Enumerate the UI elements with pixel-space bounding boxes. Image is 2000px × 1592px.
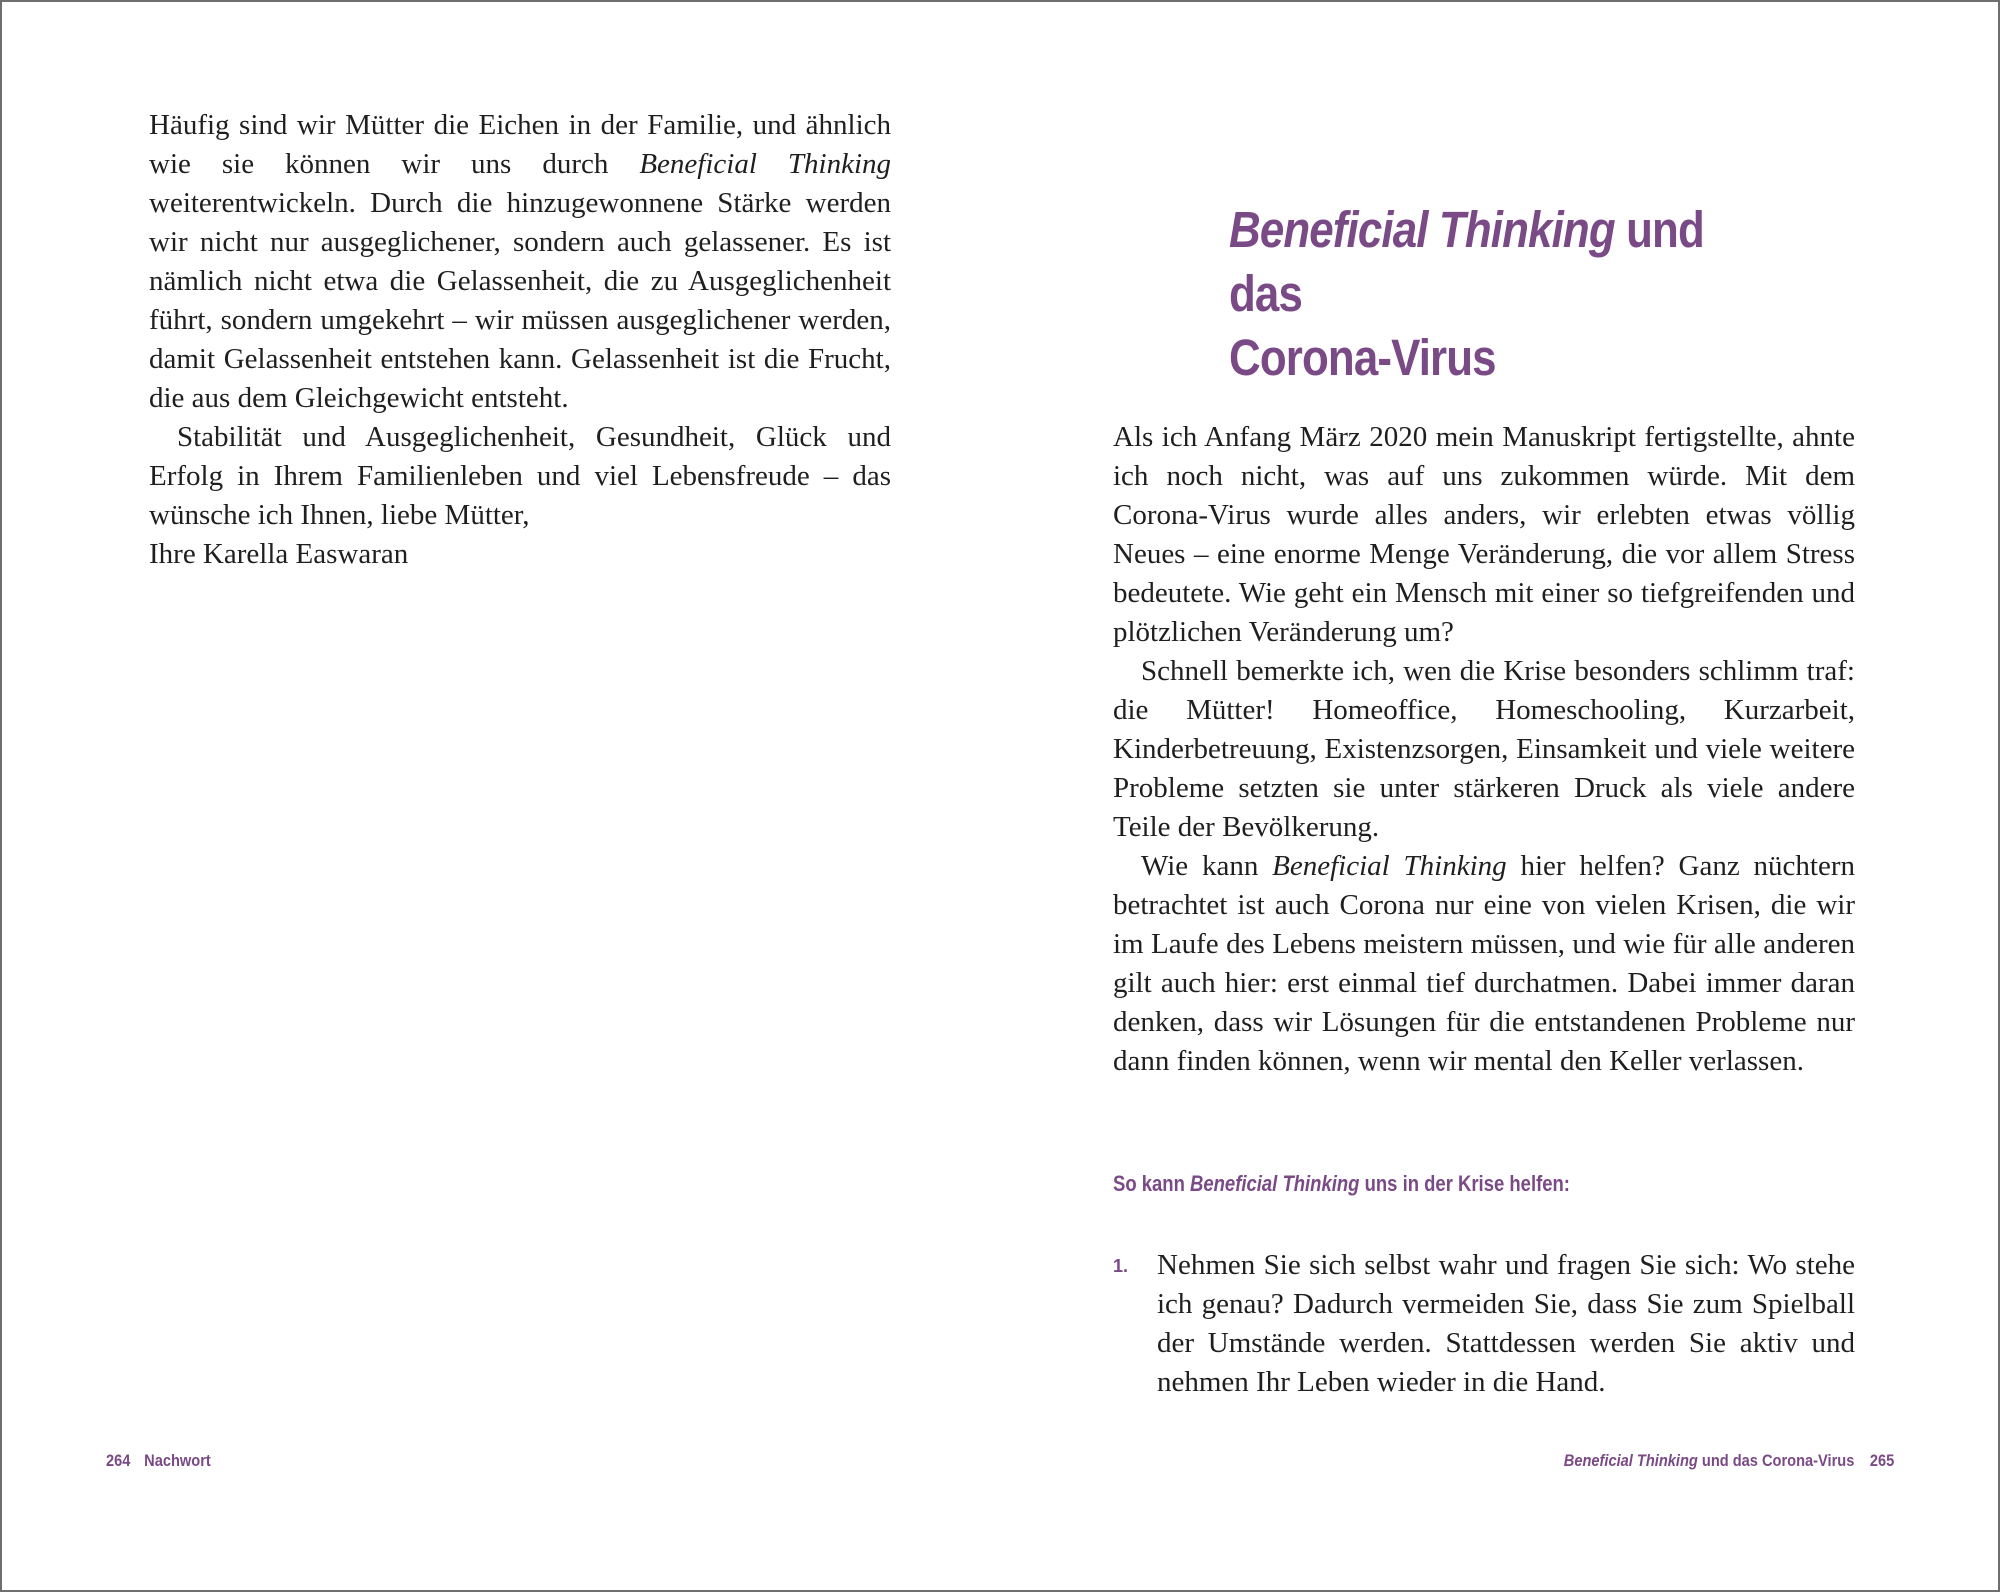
right-page-body bbox=[1113, 418, 1855, 1081]
paragraph-text: hier helfen? Ganz nüchtern betrachtet ist auch Corona nur eine von vielen Krisen, die wir im Laufe des Lebens meistern müssen, und wie für alle anderen gilt auch hier: erst einmal tief durchatmen. Dabei immer daran denken, dass wir Lösungen für die entstandenen Probleme nur dann finden können, wenn wir mental den Keller verlassen. bbox=[1113, 850, 1856, 1077]
list-item bbox=[1113, 1246, 1855, 1402]
paragraph bbox=[149, 106, 891, 418]
running-head-italic: Beneficial Thinking bbox=[1563, 1451, 1698, 1470]
subheading-suffix: uns in der Krise helfen: bbox=[1359, 1171, 1570, 1196]
paragraph bbox=[1113, 847, 1855, 1081]
paragraph-text-italic: Beneficial Thinking bbox=[639, 148, 891, 180]
list-item-text: Nehmen Sie sich selbst wahr und fragen Sie sich: Wo stehe ich genau? Dadurch vermeiden Sie, dass Sie zum Spielball der Umstände werden. Stattdessen werden Sie aktiv und nehmen Ihr Leben wieder in die Hand. bbox=[1157, 1249, 1855, 1398]
signature: Ihre Karella Easwaran bbox=[149, 538, 409, 570]
chapter-title-line2: Corona-Virus bbox=[1229, 329, 1496, 386]
left-page-footer bbox=[106, 1450, 211, 1472]
chapter-title-line1-rest: und das bbox=[1229, 201, 1704, 322]
paragraph-text: Häufig sind wir Mütter die Eichen in der Familie, und ähnlich wie sie können wir uns durch bbox=[149, 109, 891, 180]
paragraph-text: Stabilität und Ausgeglichenheit, Gesundheit, Glück und Erfolg in Ihrem Familienleben und viel Lebensfreude – das wünsche ich Ihnen, liebe Mütter, bbox=[149, 421, 891, 531]
paragraph-text: Als ich Anfang März 2020 mein Manuskript fertigstellte, ahnte ich noch nicht, was auf uns zukommen würde. Mit dem Corona-Virus wurde alles anders, wir erlebten etwas völlig Neues – eine enorme Menge Veränderung, die vor allem Stress bedeutete. Wie geht ein Mensch mit einer so tiefgreifenden und plötzlichen Veränderung um? bbox=[1113, 421, 1855, 648]
paragraph-text: Wie kann bbox=[1141, 850, 1273, 882]
section-subheading bbox=[1113, 1170, 1570, 1198]
paragraph bbox=[1113, 418, 1855, 652]
paragraph-text: weiterentwickeln. Durch die hinzugewonnene Stärke werden wir nicht nur ausgeglichener, sondern auch gelassener. Es ist nämlich nicht etwa die Gelassenheit, die zu Ausgeglichenheit führt, sondern umgekehrt – wir müssen ausgeglichener werden, damit Gelassenheit entstehen kann. Gelassenheit ist die Frucht, die aus dem Gleichgewicht entsteht. bbox=[149, 187, 891, 414]
list-item-number: 1. bbox=[1113, 1256, 1129, 1276]
left-page bbox=[2, 2, 1000, 1590]
chapter-title-italic: Beneficial Thinking bbox=[1229, 201, 1615, 258]
subheading-prefix: So kann bbox=[1113, 1171, 1191, 1196]
right-page-footer bbox=[1564, 1450, 1894, 1472]
paragraph-text-italic: Beneficial Thinking bbox=[1272, 850, 1507, 882]
left-page-body bbox=[149, 106, 891, 574]
page-number: 265 bbox=[1869, 1451, 1894, 1470]
chapter-title bbox=[1229, 198, 1779, 390]
paragraph bbox=[149, 418, 891, 535]
numbered-list bbox=[1113, 1246, 1855, 1402]
paragraph-text: Schnell bemerkte ich, wen die Krise besonders schlimm traf: die Mütter! Homeoffice, Homeschooling, Kurzarbeit, Kinderbetreuung, Existenzsorgen, Einsamkeit und viele weitere Probleme setzten sie unter stärkeren Druck als viele andere Teile der Bevölkerung. bbox=[1113, 655, 1855, 843]
running-head: und das Corona-Virus bbox=[1697, 1451, 1855, 1470]
page-number: 264 bbox=[106, 1451, 131, 1470]
paragraph bbox=[1113, 652, 1855, 847]
subheading-italic: Beneficial Thinking bbox=[1190, 1171, 1360, 1196]
right-page bbox=[1000, 2, 1998, 1590]
running-head: Nachwort bbox=[144, 1451, 211, 1470]
